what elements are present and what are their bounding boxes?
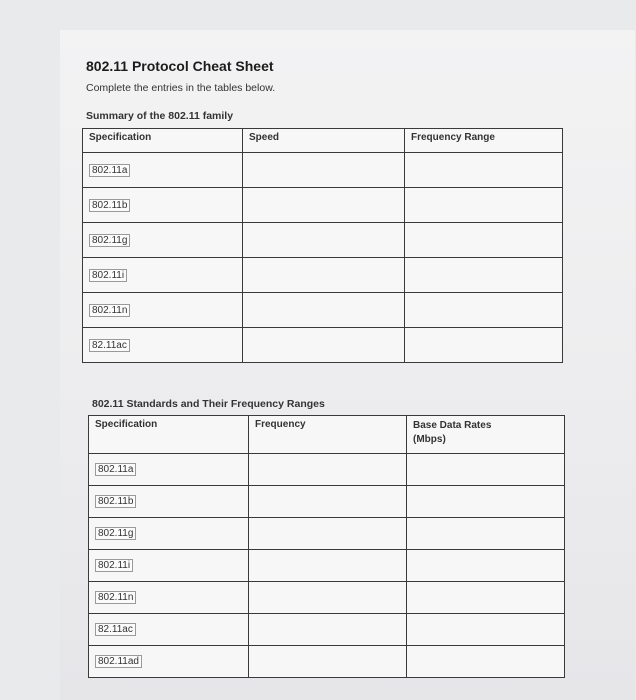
header-frequency-range: Frequency Range bbox=[405, 129, 563, 153]
base-data-rate-cell[interactable] bbox=[407, 646, 565, 678]
instructions: Complete the entries in the tables below. bbox=[86, 82, 276, 94]
table-row bbox=[83, 258, 563, 293]
spec-cell bbox=[83, 328, 243, 363]
frequency-range-cell[interactable] bbox=[405, 223, 563, 258]
table-header-row bbox=[89, 416, 565, 454]
frequency-cell[interactable] bbox=[249, 614, 407, 646]
summary-table bbox=[82, 128, 563, 363]
page-title: 802.11 Protocol Cheat Sheet bbox=[86, 58, 274, 74]
spec-label: 802.11g bbox=[95, 527, 136, 540]
spec-cell bbox=[83, 223, 243, 258]
spec-label: 802.11g bbox=[89, 234, 130, 247]
spec-cell bbox=[89, 614, 249, 646]
table1-caption: Summary of the 802.11 family bbox=[86, 110, 234, 122]
spec-cell bbox=[89, 582, 249, 614]
standards-table bbox=[88, 415, 565, 678]
base-data-rate-cell[interactable] bbox=[407, 550, 565, 582]
table-row bbox=[83, 293, 563, 328]
spec-label: 802.11a bbox=[89, 164, 130, 177]
speed-cell[interactable] bbox=[243, 293, 405, 328]
speed-cell[interactable] bbox=[243, 153, 405, 188]
frequency-cell[interactable] bbox=[249, 582, 407, 614]
frequency-range-cell[interactable] bbox=[405, 153, 563, 188]
header-specification: Specification bbox=[83, 129, 243, 153]
table-header-row bbox=[83, 129, 563, 153]
frequency-range-cell[interactable] bbox=[405, 328, 563, 363]
spec-label: 82.11ac bbox=[89, 339, 130, 352]
header-base-data-rates: Base Data Rates (Mbps) bbox=[407, 416, 565, 454]
spec-cell bbox=[89, 486, 249, 518]
spec-label: 802.11b bbox=[89, 199, 130, 212]
spec-cell bbox=[83, 258, 243, 293]
table-row bbox=[89, 614, 565, 646]
table-row bbox=[83, 223, 563, 258]
table-row bbox=[83, 188, 563, 223]
spec-cell bbox=[89, 646, 249, 678]
spec-label: 802.11n bbox=[89, 304, 130, 317]
table-row bbox=[89, 518, 565, 550]
frequency-cell[interactable] bbox=[249, 518, 407, 550]
spec-cell bbox=[89, 518, 249, 550]
speed-cell[interactable] bbox=[243, 328, 405, 363]
table2-caption: 802.11 Standards and Their Frequency Ranges bbox=[92, 398, 325, 410]
frequency-cell[interactable] bbox=[249, 454, 407, 486]
base-data-rate-cell[interactable] bbox=[407, 486, 565, 518]
spec-label: 802.11a bbox=[95, 463, 136, 476]
frequency-range-cell[interactable] bbox=[405, 293, 563, 328]
spec-cell bbox=[83, 188, 243, 223]
spec-label: 802.11i bbox=[89, 269, 127, 282]
speed-cell[interactable] bbox=[243, 188, 405, 223]
spec-cell bbox=[89, 454, 249, 486]
frequency-range-cell[interactable] bbox=[405, 188, 563, 223]
frequency-cell[interactable] bbox=[249, 550, 407, 582]
table-row bbox=[83, 328, 563, 363]
speed-cell[interactable] bbox=[243, 258, 405, 293]
spec-label: 802.11b bbox=[95, 495, 136, 508]
header-frequency: Frequency bbox=[249, 416, 407, 454]
base-data-rate-cell[interactable] bbox=[407, 582, 565, 614]
table-row bbox=[89, 486, 565, 518]
base-data-rate-cell[interactable] bbox=[407, 518, 565, 550]
speed-cell[interactable] bbox=[243, 223, 405, 258]
spec-label: 802.11i bbox=[95, 559, 133, 572]
spec-cell bbox=[89, 550, 249, 582]
frequency-range-cell[interactable] bbox=[405, 258, 563, 293]
spec-label: 82.11ac bbox=[95, 623, 136, 636]
table-row bbox=[89, 550, 565, 582]
table-row bbox=[83, 153, 563, 188]
base-data-rate-cell[interactable] bbox=[407, 614, 565, 646]
frequency-cell[interactable] bbox=[249, 486, 407, 518]
spec-label: 802.11n bbox=[95, 591, 136, 604]
spec-label: 802.11ad bbox=[95, 655, 142, 668]
header-speed: Speed bbox=[243, 129, 405, 153]
spec-cell bbox=[83, 153, 243, 188]
table-row bbox=[89, 582, 565, 614]
base-data-rate-cell[interactable] bbox=[407, 454, 565, 486]
header-specification: Specification bbox=[89, 416, 249, 454]
frequency-cell[interactable] bbox=[249, 646, 407, 678]
spec-cell bbox=[83, 293, 243, 328]
table-row bbox=[89, 454, 565, 486]
table-row bbox=[89, 646, 565, 678]
